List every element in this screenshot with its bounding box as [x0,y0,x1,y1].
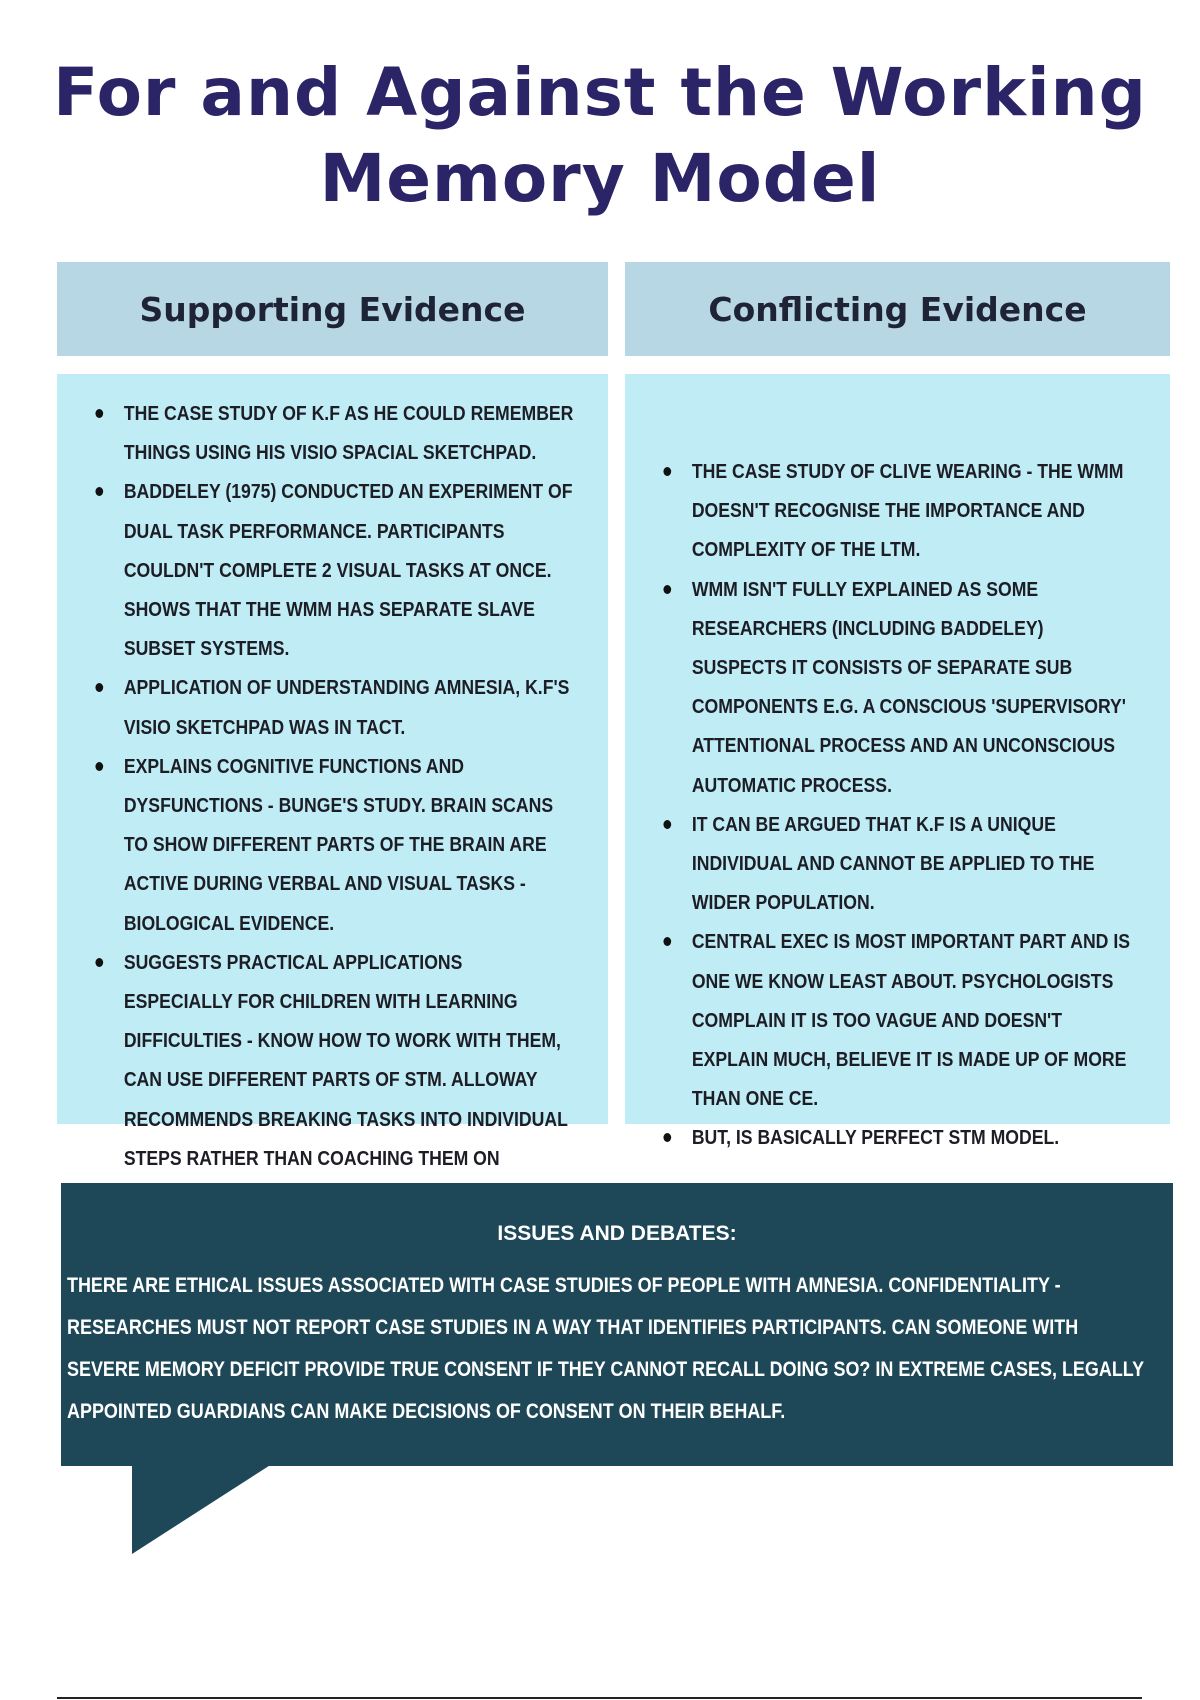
list-item [92,747,574,943]
issues-and-debates-callout [61,1183,1173,1466]
bullet-icon [95,683,103,692]
list-item-text: THE CASE STUDY OF K.F AS HE COULD REMEMBER THINGS USING HIS VISIO SPACIAL SKETCHPAD. [123,402,574,465]
list-item-text: CENTRAL EXEC IS MOST IMPORTANT PART AND IS ONE WE KNOW LEAST ABOUT. PSYCHOLOGISTS COMPLAIN IT IS TOO VAGUE AND DOESN'T EXPLAIN MUCH, BELIEVE IT IS MADE UP OF MORE THAN ONE CE. [691,930,1130,1111]
list-item-text: SUGGESTS PRACTICAL APPLICATIONS ESPECIALLY FOR CHILDREN WITH LEARNING DIFFICULTIES - KNOW HOW TO WORK WITH THEM, CAN USE DIFFERENT PARTS OF STM. ALLOWAY RECOMMENDS BREAKING TASKS INTO INDIVIDUAL STEPS RATHER THAN COACHING THEM ON [123,950,568,1170]
supporting-evidence-panel [57,374,608,1170]
bullet-icon [663,937,671,946]
supporting-evidence-list [92,394,574,1217]
list-item-text: WMM ISN'T FULLY EXPLAINED AS SOME RESEARCHERS (INCLUDING BADDELEY) SUSPECTS IT CONSISTS OF SEPARATE SUB COMPONENTS E.G. A CONSCIOUS 'SUPERVISORY' ATTENTIONAL PROCESS AND AN UNCONSCIOUS AUTOMATIC PROCESS. [691,577,1127,797]
list-item [660,805,1142,923]
list-item [660,922,1142,1118]
list-item [92,668,574,746]
bullet-icon [663,585,671,594]
supporting-evidence-header-label: Supporting Evidence [139,289,526,329]
conflicting-evidence-header [625,262,1170,356]
bullet-icon [663,820,671,829]
list-item [660,570,1142,805]
list-item-text: IT CAN BE ARGUED THAT K.F IS A UNIQUE INDIVIDUAL AND CANNOT BE APPLIED TO THE WIDER POPULATION. [691,812,1095,915]
list-item-text: BADDELEY (1975) CONDUCTED AN EXPERIMENT OF DUAL TASK PERFORMANCE. PARTICIPANTS COULDN'T COMPLETE 2 VISUAL TASKS AT ONCE. SHOWS THAT THE WMM HAS SEPARATE SLAVE SUBSET SYSTEMS. [123,480,573,661]
bullet-icon [95,409,103,418]
conflicting-evidence-list [660,452,1142,1158]
bullet-icon [663,467,671,476]
issues-heading: ISSUES AND DEBATES: [497,1222,737,1245]
list-item [92,472,574,668]
list-item [92,943,574,1217]
conflicting-evidence-panel [625,374,1170,1150]
bullet-icon [95,762,103,771]
footer-divider [57,1697,1142,1699]
list-item-text: APPLICATION OF UNDERSTANDING AMNESIA, K.F'S VISIO SKETCHPAD WAS IN TACT. [123,676,570,739]
page-title: For and Against the Working Memory Model [53,54,1147,217]
issues-body-text: THERE ARE ETHICAL ISSUES ASSOCIATED WITH CASE STUDIES OF PEOPLE WITH AMNESIA. CONFIDENTIALITY - RESEARCHES MUST NOT REPORT CASE STUDIES IN A WAY THAT IDENTIFIES PARTICIPANTS. CAN SOMEONE WITH SEVERE MEMORY DEFICIT PROVIDE TRUE CONSENT IF THEY CANNOT RECALL DOING SO? IN EXTREME CASES, LEGALLY APPOINTED GUARDIANS CAN MAKE DECISIONS OF CONSENT ON THEIR BEHALF. [67,1274,1144,1423]
supporting-evidence-header [57,262,608,356]
list-item [660,452,1142,570]
list-item [660,1118,1142,1157]
list-item-text: THE CASE STUDY OF CLIVE WEARING - THE WMM DOESN'T RECOGNISE THE IMPORTANCE AND COMPLEXITY OF THE LTM. [691,460,1124,562]
list-item-text: BUT, IS BASICALLY PERFECT STM MODEL. [691,1126,1060,1150]
bullet-icon [95,487,103,496]
conflicting-evidence-header-label: Conflicting Evidence [708,289,1087,329]
bullet-icon [95,958,103,967]
list-item [92,394,574,472]
list-item-text: EXPLAINS COGNITIVE FUNCTIONS AND DYSFUNCTIONS - BUNGE'S STUDY. BRAIN SCANS TO SHOW DIFFERENT PARTS OF THE BRAIN ARE ACTIVE DURING VERBAL AND VISUAL TASKS - BIOLOGICAL EVIDENCE. [123,754,554,935]
bullet-icon [663,1133,671,1142]
